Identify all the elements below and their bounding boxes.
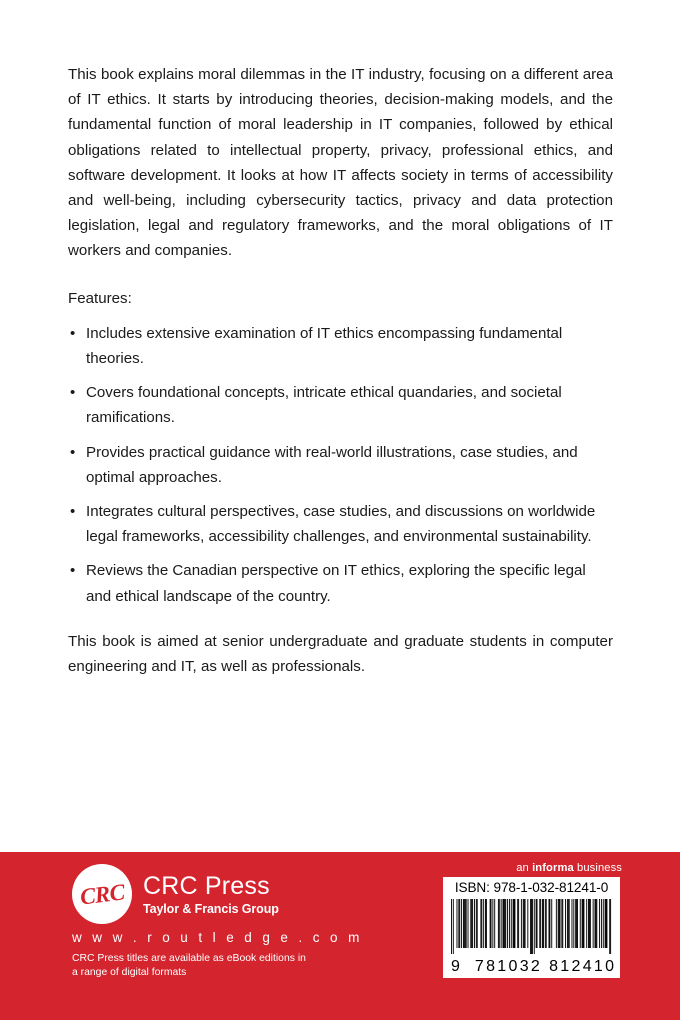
list-item: • Integrates cultural perspectives, case studies, and discussions on worldwide legal frameworks, accessibility challenges, and environmental sustainability. xyxy=(68,499,613,549)
list-item: • Includes extensive examination of IT ethics encompassing fundamental theories. xyxy=(68,321,613,371)
intro-paragraph: This book explains moral dilemmas in the IT industry, focusing on a different area of IT ethics. It starts by introducing theories, decision-making models, and the fundamental function of moral leadership in IT companies, followed by ethical obligations related to intellectual property, privacy, professional ethics, and software development. It looks at how IT affects society in terms of accessibility and well-being, including cybersecurity tactics, privacy and data protection legislation, legal and regulatory frameworks, and the moral obligations of IT workers and companies. xyxy=(68,66,613,260)
crc-press-logo xyxy=(72,864,279,924)
crc-roundel-label: CRC xyxy=(78,878,126,910)
back-cover-copy xyxy=(68,62,613,679)
features-list xyxy=(68,321,613,609)
informa-suffix: business xyxy=(573,862,622,874)
list-item: • Covers foundational concepts, intricate ethical quandaries, and societal ramifications. xyxy=(68,380,613,430)
isbn-label: ISBN: 978-1-032-81241-0 xyxy=(454,880,609,895)
barcode-digits-left: 781032 xyxy=(474,958,543,975)
isbn-barcode-block xyxy=(443,877,620,978)
barcode-bars xyxy=(451,899,612,954)
publisher-name: CRC Press xyxy=(143,871,270,900)
informa-business-line xyxy=(516,862,622,874)
crc-wordmark xyxy=(143,872,279,917)
barcode-digits xyxy=(443,958,620,975)
publisher-website[interactable]: w w w . r o u t l e d g e . c o m xyxy=(72,930,363,945)
features-heading: Features: xyxy=(68,289,132,307)
list-item: • Reviews the Canadian perspective on IT ethics, exploring the specific legal and ethical landscape of the country. xyxy=(68,558,613,608)
crc-roundel-icon xyxy=(72,864,132,924)
barcode-digits-right: 812410 xyxy=(549,958,617,975)
list-item: • Provides practical guidance with real-world illustrations, case studies, and optimal approaches. xyxy=(68,440,613,490)
audience-paragraph: This book is aimed at senior undergraduate and graduate students in computer engineering and IT, as well as professionals. xyxy=(68,632,613,676)
informa-prefix: an xyxy=(516,862,533,874)
informa-brand: informa xyxy=(532,862,574,874)
publisher-footer-band xyxy=(0,852,680,1020)
barcode-digit-lead: 9 xyxy=(451,958,460,975)
ebook-availability-note: CRC Press titles are available as eBook editions in a range of digital formats xyxy=(72,953,306,978)
publisher-imprint: Taylor & Francis Group xyxy=(143,901,279,916)
